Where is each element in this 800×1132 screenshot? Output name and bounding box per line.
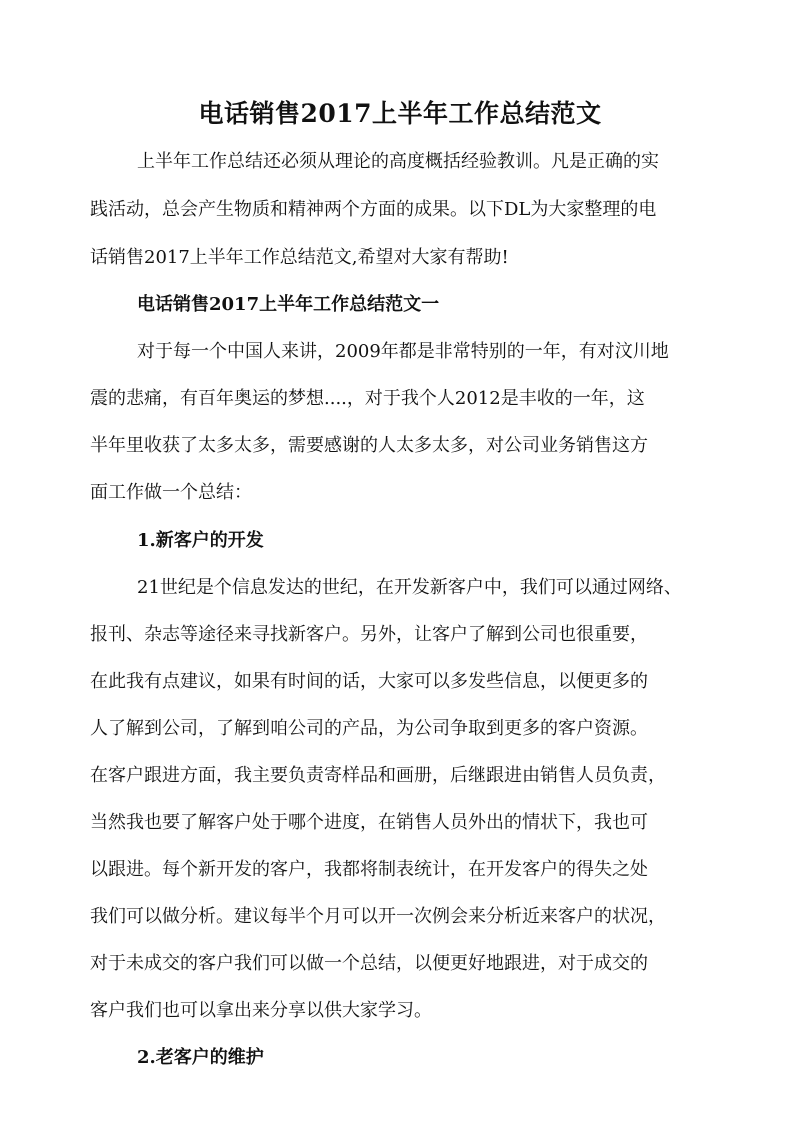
intro-line-1: 上半年工作总结还必须从理论的高度概括经验教训。凡是正确的实	[137, 151, 659, 172]
para2-line-5: 在客户跟进方面，我主要负责寄样品和画册，后继跟进由销售人员负责，	[90, 765, 666, 786]
intro-line-3: 话销售2017上半年工作总结范文,希望对大家有帮助!	[90, 247, 509, 268]
section-heading-1: 1.新客户的开发	[137, 530, 264, 551]
document-title: 电话销售2017上半年工作总结范文	[198, 99, 602, 128]
para1-line-4: 面工作做一个总结：	[90, 482, 252, 503]
para2-line-6: 当然我也要了解客户处于哪个进度，在销售人员外出的情状下，我也可	[90, 812, 648, 833]
para2-line-4: 人了解到公司，了解到咱公司的产品，为公司争取到更多的客户资源。	[90, 718, 648, 739]
para2-line-10: 客户我们也可以拿出来分享以供大家学习。	[90, 1000, 432, 1021]
para2-line-8: 我们可以做分析。建议每半个月可以开一次例会来分析近来客户的状况，	[90, 906, 666, 927]
para1-line-1: 对于每一个中国人来讲，2009年都是非常特别的一年，有对汶川地	[137, 341, 669, 362]
intro-line-2: 践活动，总会产生物质和精神两个方面的成果。以下DL为大家整理的电	[90, 199, 657, 220]
section-heading-2: 2.老客户的维护	[137, 1047, 264, 1068]
para1-line-3: 半年里收获了太多太多，需要感谢的人太多太多，对公司业务销售这方	[90, 435, 648, 456]
para2-line-3: 在此我有点建议，如果有时间的话，大家可以多发些信息，以便更多的	[90, 671, 648, 692]
para2-line-7: 以跟进。每个新开发的客户，我都将制表统计，在开发客户的得失之处	[90, 859, 648, 880]
para2-line-1: 21世纪是个信息发达的世纪，在开发新客户中，我们可以通过网络、	[137, 577, 682, 598]
document-subtitle: 电话销售2017上半年工作总结范文一	[137, 294, 440, 315]
para2-line-2: 报刊、杂志等途径来寻找新客户。另外，让客户了解到公司也很重要，	[90, 624, 648, 645]
para2-line-9: 对于未成交的客户我们可以做一个总结，以便更好地跟进，对于成交的	[90, 953, 648, 974]
para1-line-2: 震的悲痛，有百年奥运的梦想....，对于我个人2012是丰收的一年，这	[90, 388, 645, 409]
